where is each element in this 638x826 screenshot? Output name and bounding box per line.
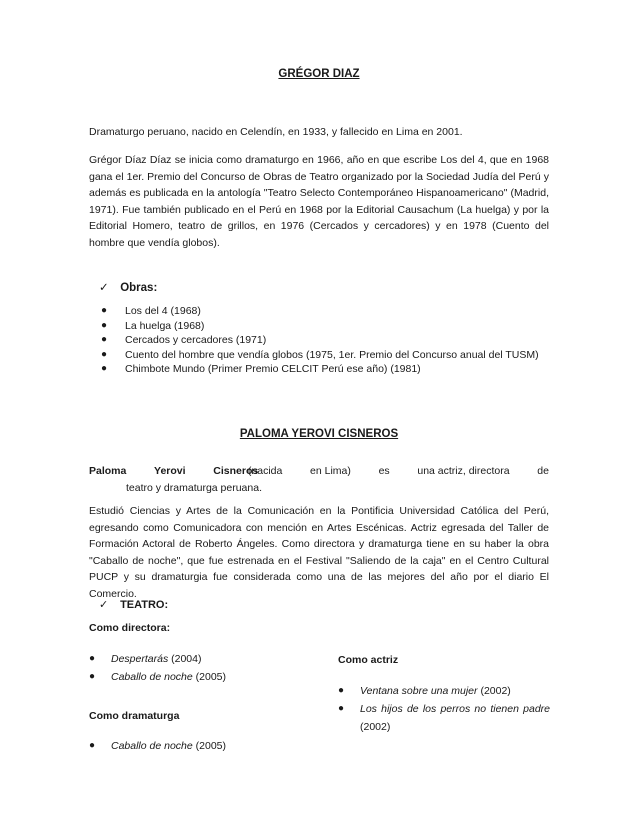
checkmark-icon: ✓ [99, 282, 109, 294]
teatro-heading [99, 598, 168, 611]
section-title-gregor-diaz: GRÉGOR DIAZ [278, 68, 360, 80]
list-item: ● Caballo de noche (2005) [89, 737, 319, 755]
list-item: ● Caballo de noche (2005) [89, 668, 319, 686]
list-item: ● Cuento del hombre que vendía globos (1975, 1er. Premio del Concurso anual del TUSM) [101, 348, 539, 361]
list-item: ● La huelga (1968) [101, 319, 205, 332]
bio-paragraph: Grégor Díaz Díaz se inicia como dramaturgo en 1966, año en que escribe Los del 4, que en 1968 gana el 1er. Premio del Concurso de Obras de Teatro organizado por la Sociedad Judía del Perú y además es publicada en la antología "Teatro Selecto Contemporáneo Hispanoamericano" (Madrid, 1971). Fue también publicado en el Perú en 1968 por la Editorial Causachum (La huelga) y por la Editorial Homero, teatro de grillos, en 1976 (Cercados y cercadores) y en 1978 (Cuento del hombre que vendía globos). [89, 154, 549, 249]
teatro-heading-label: TEATRO: [120, 599, 169, 611]
actriz-list [338, 682, 550, 736]
bullet-icon: ● [89, 740, 96, 751]
bullet-icon: ● [338, 703, 345, 714]
como-dramaturga-label: Como dramaturga [89, 710, 180, 722]
list-item: ● Despertarás (2004) [89, 650, 319, 668]
list-item: ● Chimbote Mundo (Primer Premio CELCIT Perú ese año) (1981) [101, 363, 421, 375]
bullet-icon: ● [101, 348, 108, 360]
lead-second-line: teatro y dramaturga peruana. [126, 482, 262, 494]
list-item: ● Cercados y cercadores (1971) [101, 334, 267, 346]
bullet-icon: ● [89, 653, 96, 664]
checkmark-icon: ✓ [99, 599, 109, 611]
paloma-bio-paragraph: Estudió Ciencias y Artes de la Comunicación en la Pontificia Universidad Católica del Perú, egresando como Comunicadora con mención en Artes Escénicas. Actriz egresada del Taller de Formación Actoral de Roberto Ángeles. Como directora y dramaturga tiene en su haber la obra "Caballo de noche", que fue estrenada en el Festival "Saliendo de la caja" en el Centro Cultural PUCP y su dramaturgia fue considerada como una de las mejores del año por el diario El Comercio. [89, 505, 549, 600]
list-item: ● Los hijos de los perros no tienen padre (2002) [338, 700, 550, 736]
como-directora-label: Como directora: [89, 622, 171, 634]
bullet-icon: ● [101, 334, 108, 345]
list-item: ● Ventana sobre una mujer (2002) [338, 682, 550, 700]
bullet-icon: ● [101, 363, 108, 374]
list-item: ● Los del 4 (1968) [101, 305, 201, 317]
bullet-icon: ● [101, 305, 108, 316]
intro-paragraph: Dramaturgo peruano, nacido en Celendín, en 1933, y fallecido en Lima en 2001. [89, 126, 463, 138]
como-actriz-label: Como actriz [338, 654, 399, 666]
bullet-icon: ● [101, 319, 108, 331]
directora-list [89, 650, 319, 686]
works-heading [99, 280, 157, 294]
bullet-icon: ● [338, 685, 345, 696]
section-title-paloma-yerovi: PALOMA YEROVI CISNEROS [239, 428, 399, 440]
bullet-icon: ● [89, 671, 96, 682]
works-list [89, 304, 551, 377]
works-heading-label: Obras: [120, 282, 158, 294]
lead-line: Paloma Yerovi Cisneros (nacida en Lima) es una actriz, directora de [89, 465, 549, 477]
dramaturga-list [89, 737, 319, 755]
